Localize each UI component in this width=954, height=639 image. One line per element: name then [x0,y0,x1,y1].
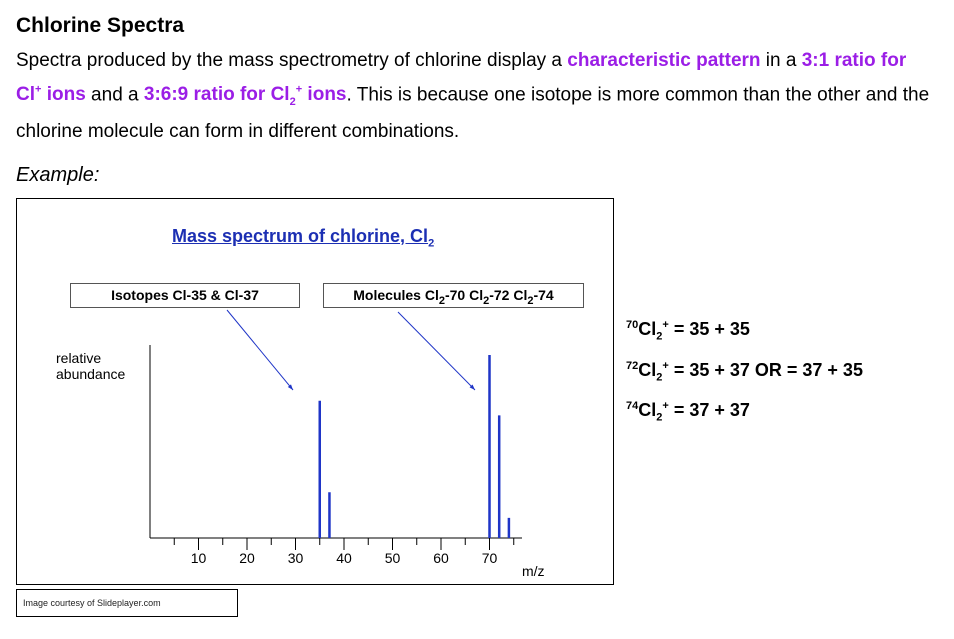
x-tick-label: 40 [336,550,352,566]
ratio-31-text: 3:1 ratio for Cl [16,50,907,105]
x-tick-label: 70 [481,550,498,566]
isotopes-arrow [227,310,293,390]
x-tick-label: 30 [287,550,304,566]
chart-title-sub: 2 [428,237,435,250]
eq70-sup: + [662,319,669,331]
intro-text-1: Spectra produced by the mass spectrometry of chlorine display a [16,50,568,71]
ratio-31-ions: ions [41,83,86,105]
x-tick-label: 60 [433,550,449,566]
isotopes-label-box: Isotopes Cl-35 & Cl-37 [70,283,300,308]
mol-d: -74 [533,287,554,303]
intro-text-2: in a [760,50,802,71]
x-axis-label: m/z [522,563,545,579]
eq72-rhs: = 35 + 37 OR = 37 + 35 [668,359,863,380]
eq70-sub: 2 [656,330,663,343]
ratio-369-sub: 2 [289,95,296,108]
mol-c: -72 Cl [489,287,528,303]
image-credit: Image courtesy of Slideplayer.com [16,589,238,617]
chart-title-text: Mass spectrum of chlorine, Cl [172,226,429,246]
ratio-369-sup: + [295,83,303,96]
molecules-arrow [398,312,475,390]
x-tick-label: 10 [190,550,207,566]
y-label-line1: relative [56,350,102,366]
example-label: Example: [16,164,100,186]
ratio-31-sup: + [35,83,42,96]
page-title: Chlorine Spectra [16,14,185,37]
eq74-rhs: = 37 + 37 [668,400,750,421]
eq72-sub: 2 [656,371,663,384]
equation-72 [626,352,863,393]
mol-c-sub: 2 [527,294,534,307]
eq70-rhs: = 35 + 35 [668,319,750,339]
mol-a-sub: 2 [438,294,445,307]
eq72-mass: 72 [626,359,639,372]
intro-text-4: . This is because one isotope is more common than the other and the chlorine molecule can form in different combinations. [16,83,930,143]
x-tick-label: 50 [384,550,401,566]
intro-text-3: and a [85,83,144,105]
mol-b-sub: 2 [483,294,490,307]
eq70-mass: 70 [626,319,639,331]
ratio-369-ions: ions [302,83,347,105]
y-label-line2: abundance [56,366,126,382]
highlight-characteristic-pattern: characteristic pattern [567,50,761,71]
x-tick-label: 20 [239,550,255,566]
equations [626,311,863,433]
eq70-sym: Cl [638,319,657,339]
eq74-sup: + [662,400,669,413]
mol-a: Molecules Cl [353,287,439,303]
eq74-sym: Cl [638,400,657,421]
eq74-sub: 2 [656,411,663,424]
mol-b: -70 Cl [444,287,484,303]
equation-70 [626,311,863,352]
ratio-369-text: 3:6:9 ratio for Cl [143,83,290,105]
eq72-sup: + [662,359,669,372]
eq72-sym: Cl [638,359,657,380]
equation-74 [626,392,863,433]
eq74-mass: 74 [626,400,639,413]
